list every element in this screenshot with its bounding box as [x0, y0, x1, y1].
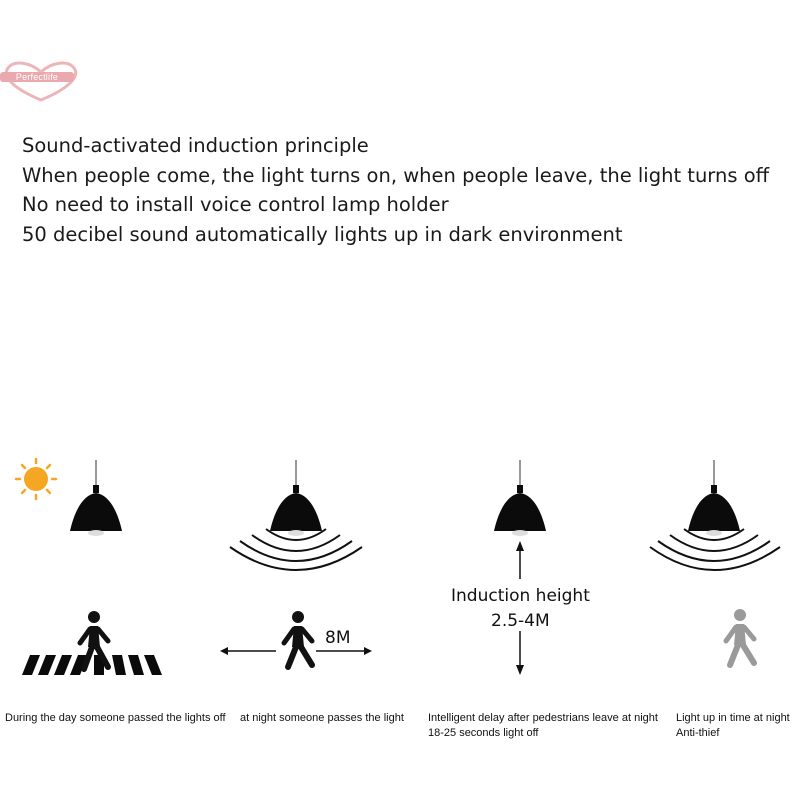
feature-list — [22, 131, 769, 249]
feature-line: 50 decibel sound automatically lights up in dark environment — [22, 222, 623, 246]
panel-night-pass-caption: at night someone passes the light — [240, 712, 404, 724]
panel-night-pass — [218, 455, 378, 695]
induction-height-label: Induction height — [451, 586, 590, 606]
feature-line: Sound-activated induction principle — [22, 134, 369, 157]
pendant-lamp-icon — [688, 460, 740, 536]
induction-height-value: 2.5-4M — [491, 611, 550, 631]
panel-induction-height — [440, 455, 610, 695]
panel-anti-thief — [640, 455, 800, 695]
pendant-lamp-icon — [270, 460, 322, 536]
panel-daytime — [8, 455, 178, 695]
induction-height-illustration — [440, 455, 610, 695]
panel-daytime-caption: During the day someone passed the lights off — [5, 712, 226, 724]
walking-person-icon — [284, 611, 312, 667]
distance-label: 8M — [325, 628, 351, 648]
height-arrow-icon — [516, 541, 524, 675]
anti-thief-illustration — [640, 455, 800, 695]
walking-person-icon — [726, 609, 754, 665]
panel-induction-height-caption: Intelligent delay after pedestrians leave at night 18-25 seconds light off — [428, 712, 658, 739]
pendant-lamp-icon — [70, 460, 122, 536]
crosswalk-icon — [22, 655, 162, 675]
sun-icon — [16, 459, 56, 499]
feature-line: No need to install voice control lamp holder — [22, 193, 449, 216]
brand-logo-text: Perfectlife — [0, 72, 74, 82]
night-pass-illustration — [218, 455, 378, 695]
daytime-illustration — [8, 455, 178, 695]
panel-anti-thief-caption: Light up in time at night Anti-thief — [676, 712, 790, 739]
pendant-lamp-icon — [494, 460, 546, 536]
feature-line: When people come, the light turns on, when people leave, the light turns off — [22, 163, 770, 187]
